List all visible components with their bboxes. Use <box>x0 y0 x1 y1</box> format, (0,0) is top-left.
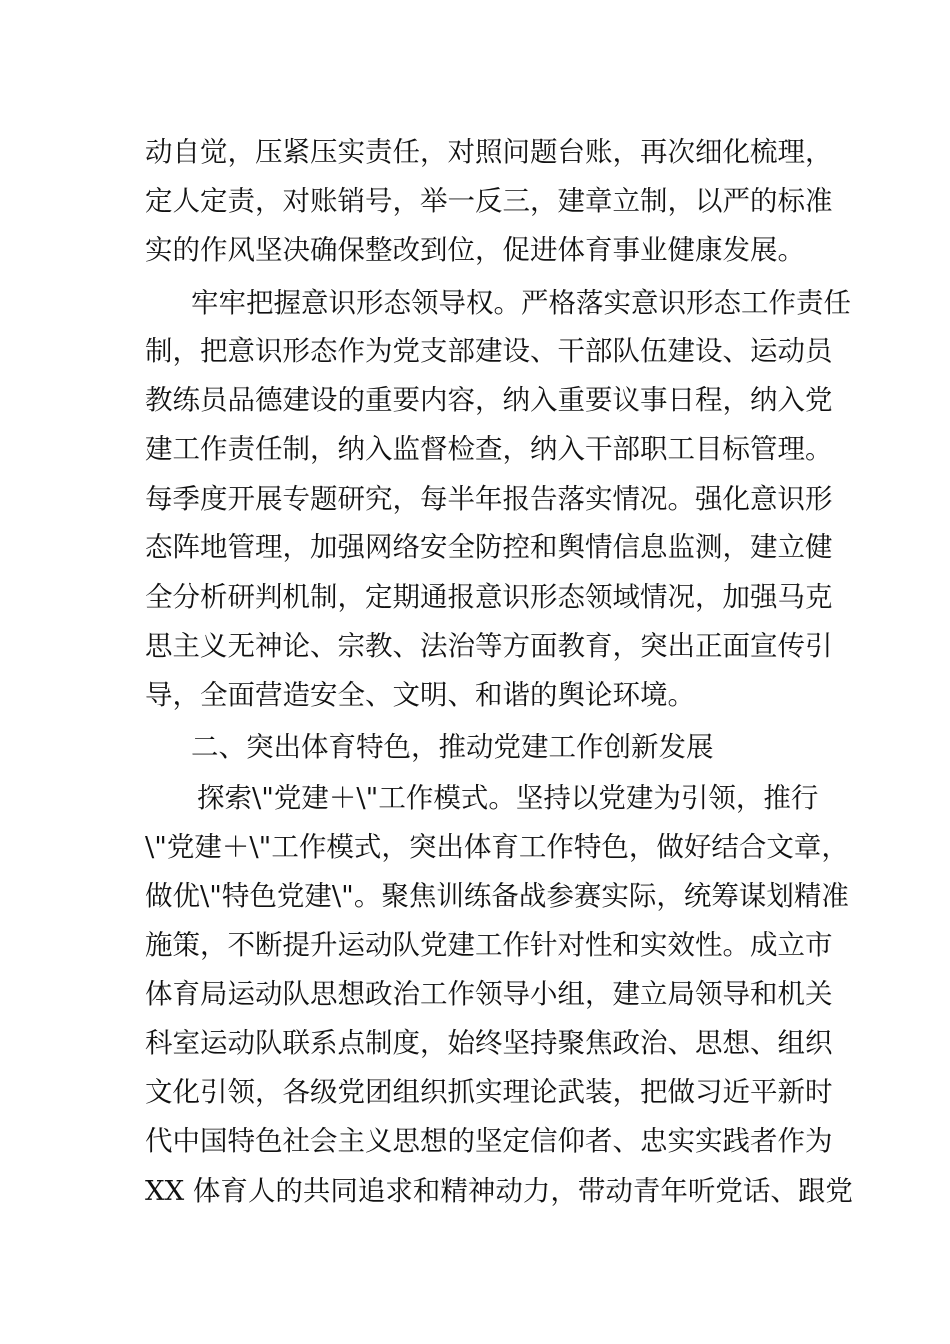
paragraph-line: 做优\"特色党建\"。聚焦训练备战参赛实际，统筹谋划精准 <box>145 880 849 912</box>
paragraph-line: 全分析研判机制，定期通报意识形态领域情况，加强马克 <box>145 581 833 613</box>
paragraph-line: 科室运动队联系点制度，始终坚持聚焦政治、思想、组织 <box>145 1027 833 1059</box>
paragraph-line: 建工作责任制，纳入监督检查，纳入干部职工目标管理。 <box>145 433 833 465</box>
paragraph-line: 定人定责，对账销号，举一反三，建章立制，以严的标准 <box>145 185 833 217</box>
paragraph-line: 思主义无神论、宗教、法治等方面教育，突出正面宣传引 <box>145 630 833 662</box>
paragraph-line: 牢牢把握意识形态领导权。严格落实意识形态工作责任 <box>191 287 851 319</box>
paragraph-line: 探索\"党建＋\"工作模式。坚持以党建为引领，推行 <box>197 782 819 814</box>
paragraph-line: XX 体育人的共同追求和精神动力，带动青年听党话、跟党 <box>145 1175 853 1207</box>
paragraph-line: 代中国特色社会主义思想的坚定信仰者、忠实实践者作为 <box>145 1125 833 1157</box>
paragraph-line: 导，全面营造安全、文明、和谐的舆论环境。 <box>145 679 695 711</box>
paragraph-line: 制，把意识形态作为党支部建设、干部队伍建设、运动员 <box>145 335 833 367</box>
paragraph-line: 教练员品德建设的重要内容，纳入重要议事日程，纳入党 <box>145 384 833 416</box>
paragraph-line: 动自觉，压紧压实责任，对照问题台账，再次细化梳理， <box>145 136 833 168</box>
paragraph-line: \"党建＋\"工作模式，突出体育工作特色，做好结合文章， <box>145 831 849 863</box>
paragraph-line: 体育局运动队思想政治工作领导小组，建立局领导和机关 <box>145 978 833 1010</box>
section-heading: 二、突出体育特色，推动党建工作创新发展 <box>191 731 714 763</box>
paragraph-line: 施策，不断提升运动队党建工作针对性和实效性。成立市 <box>145 929 833 961</box>
paragraph-line: 态阵地管理，加强网络安全防控和舆情信息监测，建立健 <box>145 531 833 563</box>
paragraph-line: 每季度开展专题研究，每半年报告落实情况。强化意识形 <box>145 483 833 515</box>
paragraph-line: 文化引领，各级党团组织抓实理论武装，把做习近平新时 <box>145 1076 833 1108</box>
paragraph-line: 实的作风坚决确保整改到位，促进体育事业健康发展。 <box>145 234 805 266</box>
